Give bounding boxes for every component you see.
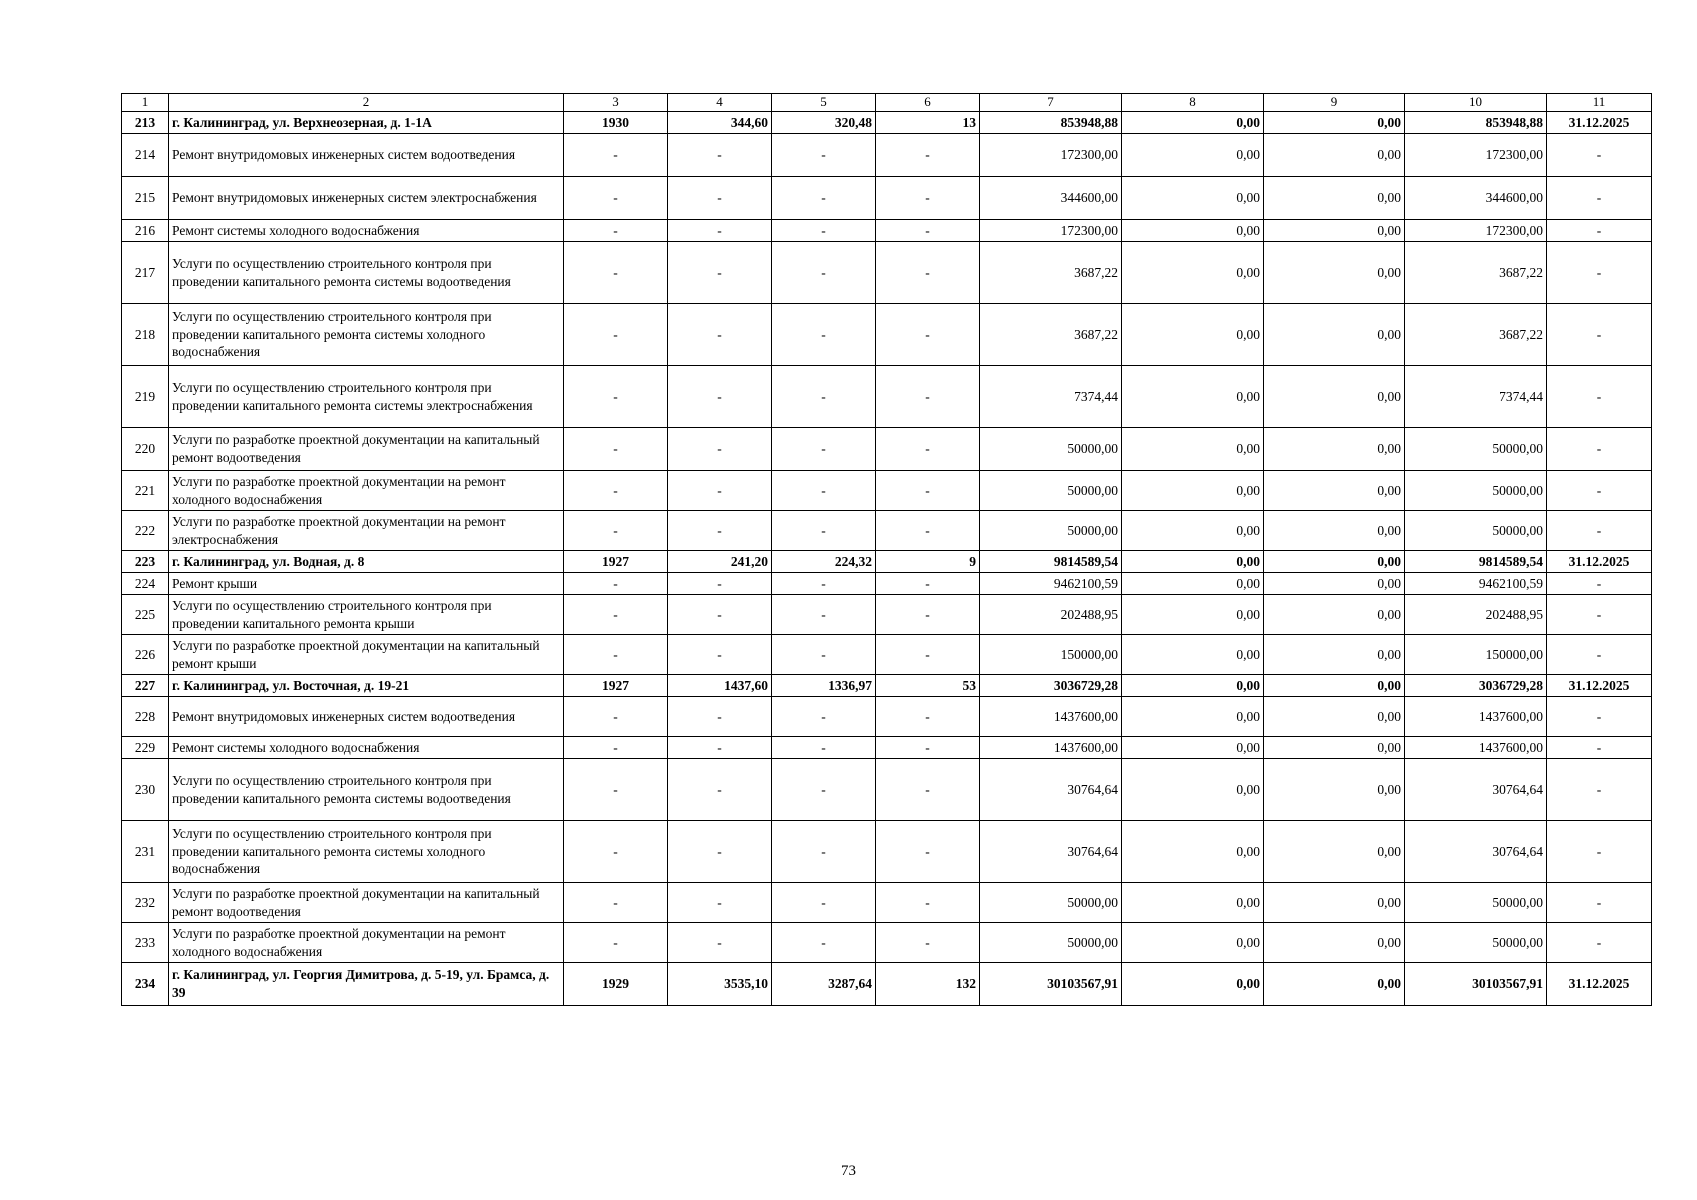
col-9-value: 0,00 (1264, 471, 1405, 511)
col-9-value: 0,00 (1264, 635, 1405, 675)
col-8-value: 0,00 (1122, 366, 1264, 428)
table-row (122, 471, 1652, 511)
object-name: г. Калининград, ул. Верхнеозерная, д. 1-1А (169, 112, 564, 134)
object-name: Услуги по разработке проектной документации на ремонт электроснабжения (169, 511, 564, 551)
col-10-value: 1437600,00 (1405, 697, 1547, 737)
col-9-value: 0,00 (1264, 883, 1405, 923)
col-7-value: 1437600,00 (980, 697, 1122, 737)
col-7-value: 344600,00 (980, 177, 1122, 220)
col-5-value: 224,32 (772, 551, 876, 573)
column-header-5: 5 (772, 94, 876, 112)
col-6-value: - (876, 573, 980, 595)
col-4-value: - (668, 883, 772, 923)
col-7-value: 30764,64 (980, 821, 1122, 883)
col-6-value: - (876, 304, 980, 366)
col-11-value: - (1547, 923, 1652, 963)
col-3-value: 1929 (564, 963, 668, 1006)
col-11-value: - (1547, 220, 1652, 242)
col-5-value: - (772, 697, 876, 737)
col-10-value: 150000,00 (1405, 635, 1547, 675)
col-3-value: - (564, 304, 668, 366)
col-9-value: 0,00 (1264, 963, 1405, 1006)
table-row (122, 177, 1652, 220)
col-11-value: 31.12.2025 (1547, 112, 1652, 134)
col-11-value: - (1547, 595, 1652, 635)
row-number: 213 (122, 112, 169, 134)
table-row (122, 573, 1652, 595)
col-8-value: 0,00 (1122, 595, 1264, 635)
row-number: 219 (122, 366, 169, 428)
col-3-value: - (564, 821, 668, 883)
col-6-value: - (876, 883, 980, 923)
col-5-value: - (772, 428, 876, 471)
row-number: 223 (122, 551, 169, 573)
col-7-value: 3687,22 (980, 242, 1122, 304)
col-5-value: - (772, 759, 876, 821)
col-6-value: - (876, 595, 980, 635)
object-name: Ремонт внутридомовых инженерных систем водоотведения (169, 134, 564, 177)
col-10-value: 30103567,91 (1405, 963, 1547, 1006)
col-9-value: 0,00 (1264, 675, 1405, 697)
col-3-value: - (564, 220, 668, 242)
col-10-value: 9814589,54 (1405, 551, 1547, 573)
object-name: Услуги по разработке проектной документации на капитальный ремонт водоотведения (169, 428, 564, 471)
col-10-value: 3687,22 (1405, 304, 1547, 366)
object-name: Услуги по разработке проектной документации на ремонт холодного водоснабжения (169, 923, 564, 963)
column-header-11: 11 (1547, 94, 1652, 112)
row-number: 220 (122, 428, 169, 471)
object-name: Ремонт внутридомовых инженерных систем электроснабжения (169, 177, 564, 220)
col-7-value: 172300,00 (980, 134, 1122, 177)
col-5-value: - (772, 471, 876, 511)
col-7-value: 9814589,54 (980, 551, 1122, 573)
col-9-value: 0,00 (1264, 697, 1405, 737)
col-3-value: - (564, 242, 668, 304)
object-name: Услуги по осуществлению строительного контроля при проведении капитального ремонта системы холодного водоснабжения (169, 821, 564, 883)
table-row-address (122, 963, 1652, 1006)
col-4-value: - (668, 471, 772, 511)
object-name: Услуги по разработке проектной документации на капитальный ремонт водоотведения (169, 883, 564, 923)
table-row-address (122, 675, 1652, 697)
col-7-value: 50000,00 (980, 923, 1122, 963)
row-number: 214 (122, 134, 169, 177)
col-7-value: 172300,00 (980, 220, 1122, 242)
col-8-value: 0,00 (1122, 759, 1264, 821)
col-6-value: - (876, 242, 980, 304)
table-row (122, 595, 1652, 635)
col-8-value: 0,00 (1122, 963, 1264, 1006)
col-4-value: - (668, 304, 772, 366)
col-10-value: 9462100,59 (1405, 573, 1547, 595)
column-header-9: 9 (1264, 94, 1405, 112)
col-6-value: - (876, 697, 980, 737)
col-7-value: 50000,00 (980, 471, 1122, 511)
col-7-value: 30764,64 (980, 759, 1122, 821)
col-11-value: - (1547, 697, 1652, 737)
col-5-value: - (772, 366, 876, 428)
row-number: 215 (122, 177, 169, 220)
col-7-value: 150000,00 (980, 635, 1122, 675)
col-7-value: 3036729,28 (980, 675, 1122, 697)
col-7-value: 30103567,91 (980, 963, 1122, 1006)
col-11-value: - (1547, 759, 1652, 821)
col-4-value: - (668, 220, 772, 242)
col-4-value: - (668, 177, 772, 220)
col-6-value: 132 (876, 963, 980, 1006)
col-11-value: - (1547, 883, 1652, 923)
object-name: Ремонт системы холодного водоснабжения (169, 220, 564, 242)
col-10-value: 853948,88 (1405, 112, 1547, 134)
col-10-value: 172300,00 (1405, 220, 1547, 242)
col-8-value: 0,00 (1122, 134, 1264, 177)
object-name: Ремонт внутридомовых инженерных систем водоотведения (169, 697, 564, 737)
col-5-value: 3287,64 (772, 963, 876, 1006)
object-name: г. Калининград, ул. Восточная, д. 19-21 (169, 675, 564, 697)
col-10-value: 30764,64 (1405, 821, 1547, 883)
table-row (122, 821, 1652, 883)
row-number: 233 (122, 923, 169, 963)
col-3-value: - (564, 883, 668, 923)
table-row (122, 737, 1652, 759)
col-10-value: 50000,00 (1405, 923, 1547, 963)
col-5-value: - (772, 883, 876, 923)
col-8-value: 0,00 (1122, 242, 1264, 304)
col-11-value: - (1547, 573, 1652, 595)
col-10-value: 172300,00 (1405, 134, 1547, 177)
col-10-value: 3036729,28 (1405, 675, 1547, 697)
row-number: 234 (122, 963, 169, 1006)
row-number: 225 (122, 595, 169, 635)
row-number: 232 (122, 883, 169, 923)
col-5-value: - (772, 737, 876, 759)
col-10-value: 50000,00 (1405, 511, 1547, 551)
col-8-value: 0,00 (1122, 923, 1264, 963)
col-11-value: - (1547, 471, 1652, 511)
column-header-4: 4 (668, 94, 772, 112)
col-7-value: 3687,22 (980, 304, 1122, 366)
col-4-value: 3535,10 (668, 963, 772, 1006)
col-10-value: 7374,44 (1405, 366, 1547, 428)
col-5-value: - (772, 304, 876, 366)
col-3-value: 1927 (564, 675, 668, 697)
col-8-value: 0,00 (1122, 635, 1264, 675)
col-6-value: - (876, 737, 980, 759)
table-row (122, 759, 1652, 821)
col-3-value: 1927 (564, 551, 668, 573)
column-header-10: 10 (1405, 94, 1547, 112)
col-4-value: - (668, 428, 772, 471)
object-name: г. Калининград, ул. Водная, д. 8 (169, 551, 564, 573)
col-5-value: - (772, 923, 876, 963)
col-8-value: 0,00 (1122, 220, 1264, 242)
table-row (122, 697, 1652, 737)
table-row (122, 428, 1652, 471)
col-6-value: 9 (876, 551, 980, 573)
col-9-value: 0,00 (1264, 220, 1405, 242)
col-6-value: - (876, 428, 980, 471)
col-4-value: - (668, 134, 772, 177)
col-3-value: - (564, 471, 668, 511)
row-number: 224 (122, 573, 169, 595)
col-9-value: 0,00 (1264, 112, 1405, 134)
col-5-value: 1336,97 (772, 675, 876, 697)
col-6-value: - (876, 821, 980, 883)
col-9-value: 0,00 (1264, 573, 1405, 595)
col-8-value: 0,00 (1122, 304, 1264, 366)
col-7-value: 50000,00 (980, 883, 1122, 923)
col-11-value: - (1547, 737, 1652, 759)
col-5-value: - (772, 134, 876, 177)
table-row (122, 366, 1652, 428)
object-name: Услуги по осуществлению строительного контроля при проведении капитального ремонта системы водоотведения (169, 759, 564, 821)
col-8-value: 0,00 (1122, 551, 1264, 573)
col-3-value: - (564, 177, 668, 220)
col-7-value: 50000,00 (980, 511, 1122, 551)
object-name: Услуги по осуществлению строительного контроля при проведении капитального ремонта системы водоотведения (169, 242, 564, 304)
table-header-row (122, 94, 1652, 112)
col-5-value: - (772, 635, 876, 675)
col-8-value: 0,00 (1122, 112, 1264, 134)
column-header-8: 8 (1122, 94, 1264, 112)
row-number: 217 (122, 242, 169, 304)
col-4-value: - (668, 595, 772, 635)
col-6-value: - (876, 923, 980, 963)
page-number: 73 (841, 1163, 856, 1179)
col-4-value: - (668, 923, 772, 963)
col-4-value: - (668, 366, 772, 428)
row-number: 222 (122, 511, 169, 551)
col-8-value: 0,00 (1122, 177, 1264, 220)
table-body (122, 112, 1652, 1006)
col-11-value: 31.12.2025 (1547, 675, 1652, 697)
col-6-value: - (876, 471, 980, 511)
col-9-value: 0,00 (1264, 428, 1405, 471)
col-8-value: 0,00 (1122, 697, 1264, 737)
col-5-value: - (772, 573, 876, 595)
row-number: 218 (122, 304, 169, 366)
row-number: 231 (122, 821, 169, 883)
col-7-value: 853948,88 (980, 112, 1122, 134)
col-11-value: - (1547, 366, 1652, 428)
column-header-7: 7 (980, 94, 1122, 112)
row-number: 230 (122, 759, 169, 821)
col-6-value: 53 (876, 675, 980, 697)
col-6-value: - (876, 511, 980, 551)
col-3-value: - (564, 697, 668, 737)
table-row-address (122, 112, 1652, 134)
col-8-value: 0,00 (1122, 428, 1264, 471)
table-row (122, 134, 1652, 177)
col-11-value: 31.12.2025 (1547, 963, 1652, 1006)
col-4-value: 1437,60 (668, 675, 772, 697)
col-8-value: 0,00 (1122, 675, 1264, 697)
row-number: 221 (122, 471, 169, 511)
col-3-value: - (564, 366, 668, 428)
object-name: Услуги по осуществлению строительного контроля при проведении капитального ремонта системы холодного водоснабжения (169, 304, 564, 366)
table-row (122, 635, 1652, 675)
col-6-value: - (876, 177, 980, 220)
col-3-value: - (564, 134, 668, 177)
col-6-value: - (876, 134, 980, 177)
col-7-value: 9462100,59 (980, 573, 1122, 595)
table-row-address (122, 551, 1652, 573)
col-3-value: 1930 (564, 112, 668, 134)
col-10-value: 344600,00 (1405, 177, 1547, 220)
col-10-value: 50000,00 (1405, 471, 1547, 511)
col-3-value: - (564, 737, 668, 759)
col-6-value: - (876, 366, 980, 428)
object-name: г. Калининград, ул. Георгия Димитрова, д. 5-19, ул. Брамса, д. 39 (169, 963, 564, 1006)
col-3-value: - (564, 573, 668, 595)
table-row (122, 883, 1652, 923)
col-4-value: - (668, 821, 772, 883)
col-11-value: - (1547, 177, 1652, 220)
col-10-value: 1437600,00 (1405, 737, 1547, 759)
col-4-value: - (668, 635, 772, 675)
col-5-value: - (772, 595, 876, 635)
col-4-value: - (668, 697, 772, 737)
col-8-value: 0,00 (1122, 737, 1264, 759)
object-name: Услуги по осуществлению строительного контроля при проведении капитального ремонта крыши (169, 595, 564, 635)
col-5-value: 320,48 (772, 112, 876, 134)
row-number: 216 (122, 220, 169, 242)
col-4-value: - (668, 759, 772, 821)
col-11-value: 31.12.2025 (1547, 551, 1652, 573)
column-header-1: 1 (122, 94, 169, 112)
col-7-value: 50000,00 (980, 428, 1122, 471)
col-9-value: 0,00 (1264, 759, 1405, 821)
col-4-value: - (668, 511, 772, 551)
col-9-value: 0,00 (1264, 821, 1405, 883)
col-3-value: - (564, 635, 668, 675)
col-4-value: - (668, 573, 772, 595)
col-11-value: - (1547, 428, 1652, 471)
column-header-6: 6 (876, 94, 980, 112)
col-11-value: - (1547, 635, 1652, 675)
col-7-value: 202488,95 (980, 595, 1122, 635)
col-10-value: 50000,00 (1405, 883, 1547, 923)
col-4-value: 241,20 (668, 551, 772, 573)
col-9-value: 0,00 (1264, 304, 1405, 366)
data-table (121, 93, 1652, 1006)
table-row (122, 511, 1652, 551)
col-11-value: - (1547, 304, 1652, 366)
column-header-2: 2 (169, 94, 564, 112)
col-6-value: - (876, 759, 980, 821)
table-row (122, 242, 1652, 304)
object-name: Ремонт системы холодного водоснабжения (169, 737, 564, 759)
col-10-value: 50000,00 (1405, 428, 1547, 471)
col-3-value: - (564, 511, 668, 551)
col-5-value: - (772, 242, 876, 304)
row-number: 227 (122, 675, 169, 697)
col-5-value: - (772, 511, 876, 551)
col-11-value: - (1547, 821, 1652, 883)
col-5-value: - (772, 177, 876, 220)
object-name: Ремонт крыши (169, 573, 564, 595)
col-11-value: - (1547, 242, 1652, 304)
col-7-value: 1437600,00 (980, 737, 1122, 759)
col-8-value: 0,00 (1122, 471, 1264, 511)
col-10-value: 30764,64 (1405, 759, 1547, 821)
row-number: 228 (122, 697, 169, 737)
col-11-value: - (1547, 134, 1652, 177)
table-row (122, 923, 1652, 963)
col-10-value: 3687,22 (1405, 242, 1547, 304)
col-9-value: 0,00 (1264, 551, 1405, 573)
col-3-value: - (564, 595, 668, 635)
table-row (122, 220, 1652, 242)
col-9-value: 0,00 (1264, 134, 1405, 177)
col-9-value: 0,00 (1264, 366, 1405, 428)
col-6-value: - (876, 220, 980, 242)
row-number: 229 (122, 737, 169, 759)
col-3-value: - (564, 923, 668, 963)
col-9-value: 0,00 (1264, 737, 1405, 759)
col-9-value: 0,00 (1264, 177, 1405, 220)
col-9-value: 0,00 (1264, 923, 1405, 963)
column-header-3: 3 (564, 94, 668, 112)
col-11-value: - (1547, 511, 1652, 551)
col-8-value: 0,00 (1122, 573, 1264, 595)
object-name: Услуги по разработке проектной документации на ремонт холодного водоснабжения (169, 471, 564, 511)
col-9-value: 0,00 (1264, 242, 1405, 304)
object-name: Услуги по разработке проектной документации на капитальный ремонт крыши (169, 635, 564, 675)
object-name: Услуги по осуществлению строительного контроля при проведении капитального ремонта системы электроснабжения (169, 366, 564, 428)
col-5-value: - (772, 821, 876, 883)
col-6-value: - (876, 635, 980, 675)
table-row (122, 304, 1652, 366)
col-9-value: 0,00 (1264, 511, 1405, 551)
col-10-value: 202488,95 (1405, 595, 1547, 635)
col-7-value: 7374,44 (980, 366, 1122, 428)
col-8-value: 0,00 (1122, 883, 1264, 923)
col-4-value: 344,60 (668, 112, 772, 134)
col-8-value: 0,00 (1122, 511, 1264, 551)
col-3-value: - (564, 759, 668, 821)
col-3-value: - (564, 428, 668, 471)
col-5-value: - (772, 220, 876, 242)
col-6-value: 13 (876, 112, 980, 134)
col-4-value: - (668, 737, 772, 759)
col-8-value: 0,00 (1122, 821, 1264, 883)
row-number: 226 (122, 635, 169, 675)
col-9-value: 0,00 (1264, 595, 1405, 635)
col-4-value: - (668, 242, 772, 304)
